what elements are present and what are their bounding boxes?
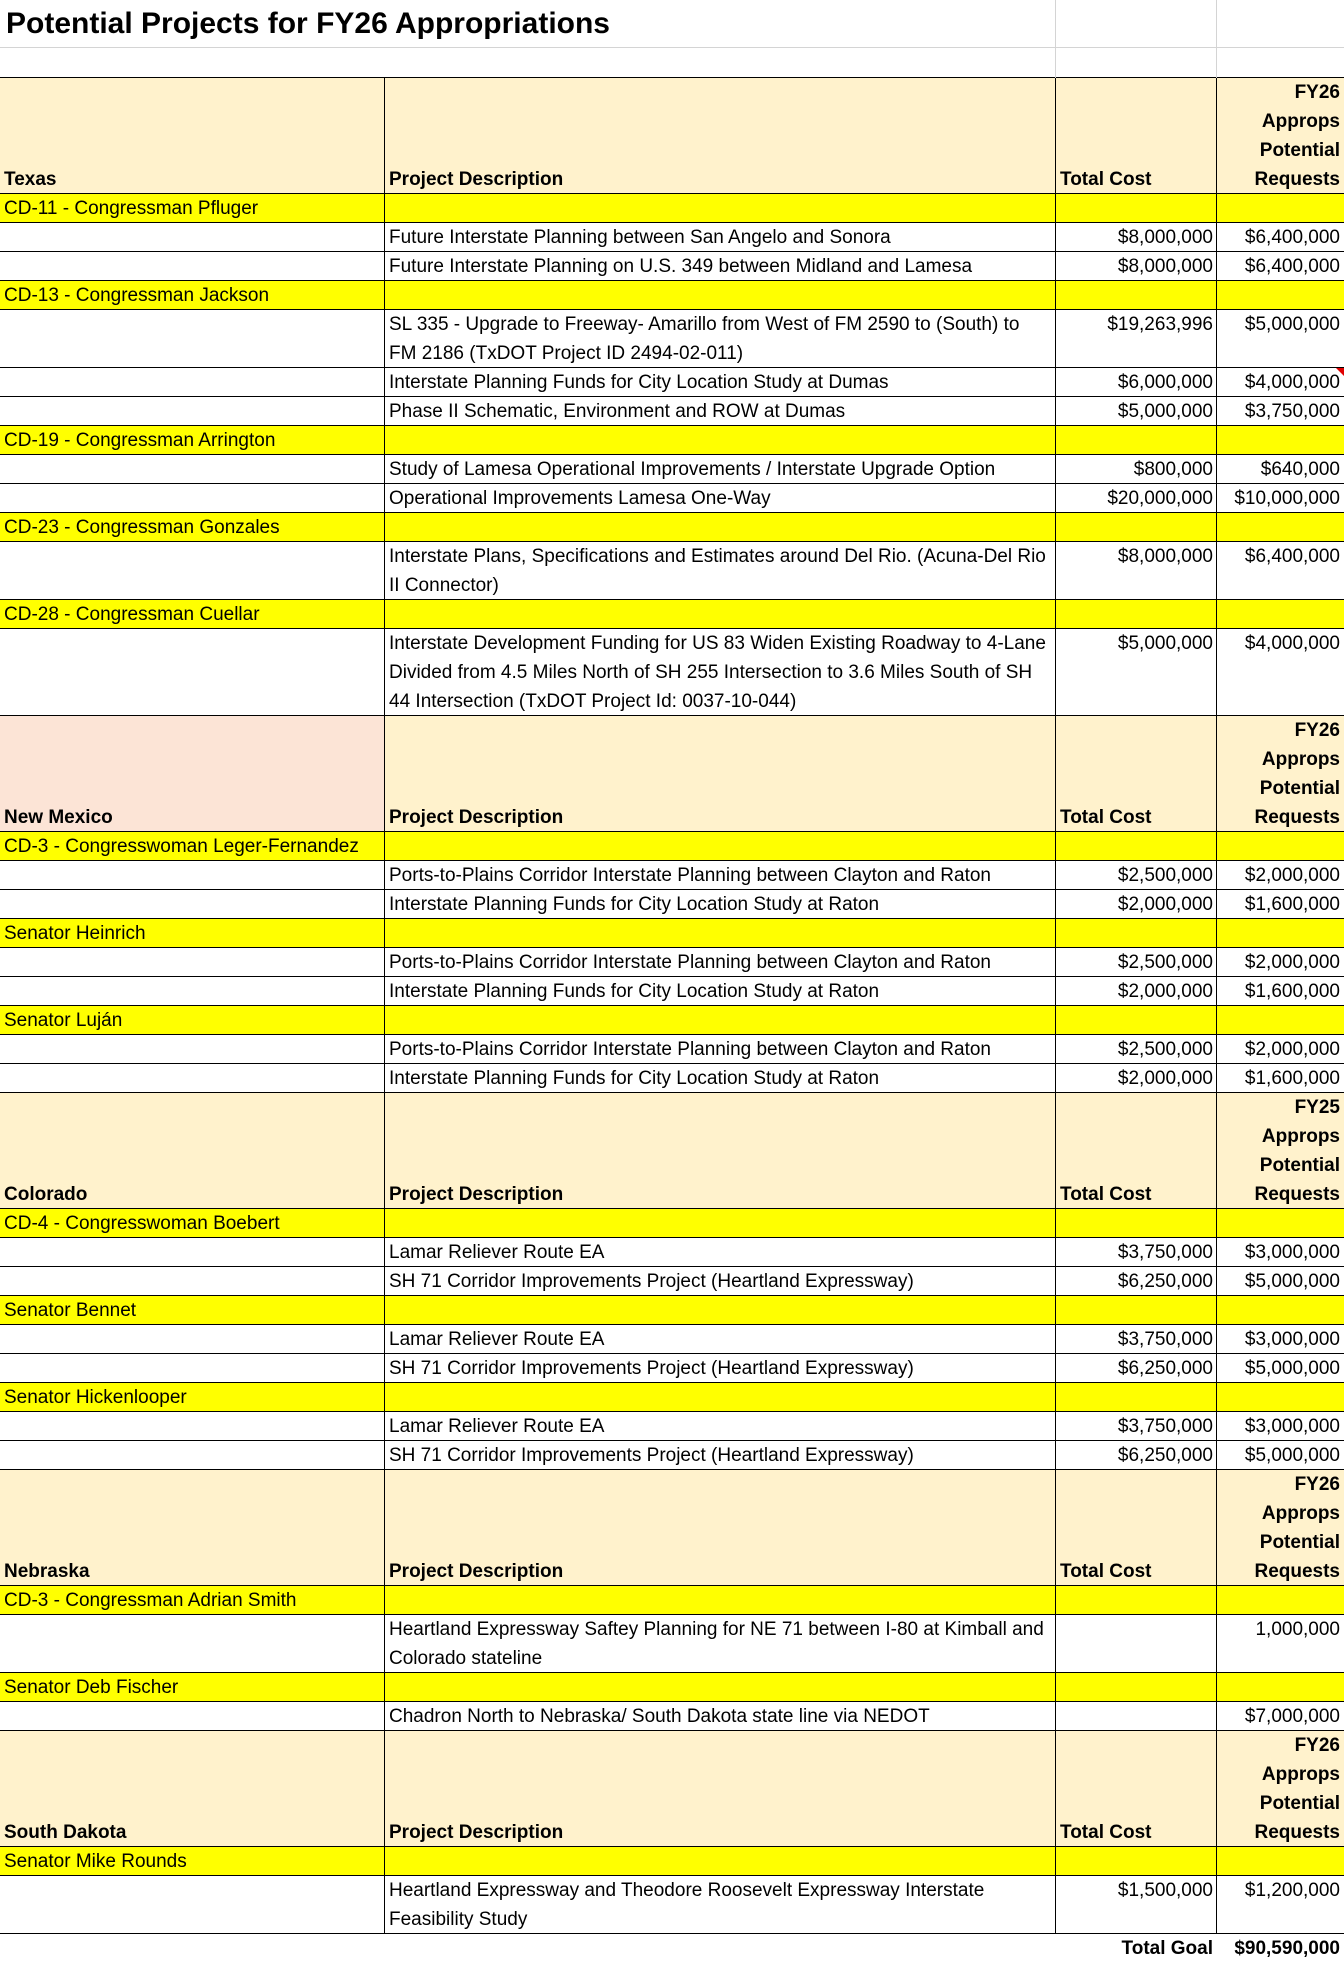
member-row-blank — [1056, 1209, 1217, 1238]
state-header-south_dakota — [0, 1731, 385, 1847]
request-value: $10,000,000 — [1234, 488, 1340, 509]
request-value: $2,000,000 — [1244, 952, 1340, 973]
total-cost-value: $800,000 — [1133, 459, 1213, 480]
requests-header-line: Approps — [1261, 111, 1340, 132]
blank-cell — [0, 368, 385, 397]
member-row-blank — [1056, 513, 1217, 542]
member-row-blank — [385, 1847, 1056, 1876]
requests-header-line: Requests — [1254, 1184, 1340, 1205]
blank-cell — [0, 861, 385, 890]
request-value: $6,400,000 — [1244, 227, 1340, 248]
comment-indicator-icon[interactable] — [1336, 368, 1344, 376]
total-cost-label: Total Cost — [1060, 1822, 1152, 1843]
requests-header-line: Approps — [1261, 1764, 1340, 1785]
grid-line — [0, 483, 1344, 484]
state-header-texas — [0, 78, 385, 194]
total-cost-value: $6,250,000 — [1117, 1271, 1213, 1292]
member-row-blank — [1217, 919, 1344, 948]
requests-header-line: FY25 — [1294, 1097, 1340, 1118]
project-description: SH 71 Corridor Improvements Project (Heartland Expressway) — [389, 1358, 914, 1379]
grid-line — [0, 1063, 1344, 1064]
project-description: SH 71 Corridor Improvements Project (Heartland Expressway) — [389, 1445, 914, 1466]
project-description: Phase II Schematic, Environment and ROW at Dumas — [389, 401, 846, 422]
member-row-blank — [1217, 1847, 1344, 1876]
total-cost-label: Total Cost — [1060, 1184, 1152, 1205]
project-description: Heartland Expressway Saftey Planning for NE 71 between I-80 at Kimball and Colorado stateline — [389, 1619, 1044, 1669]
blank-cell — [0, 455, 385, 484]
member-row-blank — [1056, 1847, 1217, 1876]
header-project-description — [385, 1731, 1056, 1847]
state-header-colorado — [0, 1093, 385, 1209]
blank-cell — [0, 1615, 385, 1673]
column-divider — [1216, 0, 1217, 78]
blank-cell — [0, 1354, 385, 1383]
member-row-blank — [1056, 1296, 1217, 1325]
state-name: New Mexico — [4, 807, 113, 828]
requests-header-line: Potential — [1259, 140, 1340, 161]
blank-cell — [0, 629, 385, 716]
member-name: CD-3 - Congresswoman Leger-Fernandez — [0, 832, 385, 861]
grid-line — [0, 1034, 1344, 1035]
grid-line — [0, 367, 1344, 368]
state-name: South Dakota — [4, 1822, 127, 1843]
blank-cell — [0, 1325, 385, 1354]
grid-line — [0, 1266, 1344, 1267]
blank-cell — [0, 890, 385, 919]
project-description: Interstate Plans, Specifications and Estimates around Del Rio. (Acuna-Del Rio II Connector) — [389, 546, 1046, 596]
header-requests — [1217, 1731, 1344, 1847]
member-row-blank — [1217, 1296, 1344, 1325]
grid-line — [0, 599, 1344, 600]
member-row-blank — [1056, 1006, 1217, 1035]
request-value: $4,000,000 — [1244, 633, 1340, 654]
grid-line — [0, 396, 1344, 397]
grid-line — [0, 222, 1344, 223]
member-row-blank — [385, 1586, 1056, 1615]
total-cost-value: $2,000,000 — [1117, 981, 1213, 1002]
header-requests — [1217, 78, 1344, 194]
member-name: CD-11 - Congressman Pfluger — [0, 194, 385, 223]
total-cost-value: $5,000,000 — [1117, 401, 1213, 422]
total-cost-value: $2,500,000 — [1117, 952, 1213, 973]
column-divider — [384, 78, 385, 1934]
member-name: CD-19 - Congressman Arrington — [0, 426, 385, 455]
grid-line — [0, 541, 1344, 542]
member-row-blank — [1056, 281, 1217, 310]
header-total-cost — [1056, 1470, 1217, 1586]
grid-line — [0, 1469, 1344, 1470]
member-row-blank — [385, 1209, 1056, 1238]
request-value: $5,000,000 — [1244, 1358, 1340, 1379]
member-row-blank — [1217, 1383, 1344, 1412]
grid-line — [0, 1701, 1344, 1702]
project-description: Future Interstate Planning on U.S. 349 between Midland and Lamesa — [389, 256, 973, 277]
request-value: $1,600,000 — [1244, 1068, 1340, 1089]
total-goal-label: Total Goal — [1121, 1938, 1213, 1959]
total-cost-value: $8,000,000 — [1117, 546, 1213, 567]
member-row-blank — [1217, 1209, 1344, 1238]
grid-line — [0, 1440, 1344, 1441]
grid-line — [0, 947, 1344, 948]
requests-header-line: Potential — [1259, 1155, 1340, 1176]
member-row-blank — [1217, 194, 1344, 223]
project-description-label: Project Description — [389, 1561, 564, 1582]
blank-cell — [0, 1035, 385, 1064]
project-description: Lamar Reliever Route EA — [389, 1242, 605, 1263]
project-description: Interstate Planning Funds for City Location Study at Raton — [389, 981, 880, 1002]
member-name: CD-28 - Congressman Cuellar — [0, 600, 385, 629]
grid-line — [0, 454, 1344, 455]
project-description: Interstate Planning Funds for City Location Study at Raton — [389, 894, 880, 915]
blank-cell — [0, 1267, 385, 1296]
project-description: Future Interstate Planning between San Angelo and Sonora — [389, 227, 891, 248]
requests-header-line: Approps — [1261, 1503, 1340, 1524]
member-row-blank — [385, 1296, 1056, 1325]
grid-line — [0, 918, 1344, 919]
project-description: Lamar Reliever Route EA — [389, 1416, 605, 1437]
member-row-blank — [1217, 513, 1344, 542]
total-cost-value: $19,263,996 — [1107, 314, 1213, 335]
grid-line — [0, 425, 1344, 426]
project-description: SH 71 Corridor Improvements Project (Heartland Expressway) — [389, 1271, 914, 1292]
project-description: Chadron North to Nebraska/ South Dakota state line via NEDOT — [389, 1706, 930, 1727]
request-value: $2,000,000 — [1244, 1039, 1340, 1060]
grid-line — [0, 1237, 1344, 1238]
blank-cell — [0, 252, 385, 281]
total-cost-value: $2,000,000 — [1117, 1068, 1213, 1089]
member-row-blank — [1056, 832, 1217, 861]
request-value: $3,000,000 — [1244, 1242, 1340, 1263]
grid-line — [0, 280, 1344, 281]
member-row-blank — [1056, 1586, 1217, 1615]
project-description: Interstate Planning Funds for City Location Study at Raton — [389, 1068, 880, 1089]
request-value: $6,400,000 — [1244, 546, 1340, 567]
total-cost-value: $8,000,000 — [1117, 256, 1213, 277]
requests-header-line: Requests — [1254, 1822, 1340, 1843]
grid-line — [0, 251, 1344, 252]
project-description-label: Project Description — [389, 807, 564, 828]
request-value: $6,400,000 — [1244, 256, 1340, 277]
member-row-blank — [1056, 1383, 1217, 1412]
total-cost-value: $6,250,000 — [1117, 1358, 1213, 1379]
grid-line — [0, 512, 1344, 513]
requests-header-line: Potential — [1259, 1532, 1340, 1553]
grid-line — [0, 1324, 1344, 1325]
grid-line — [0, 309, 1344, 310]
grid-line — [0, 77, 1344, 78]
header-requests — [1217, 716, 1344, 832]
project-description: Heartland Expressway and Theodore Roosevelt Expressway Interstate Feasibility Study — [389, 1880, 985, 1930]
grid-line — [0, 1005, 1344, 1006]
grid-line — [0, 889, 1344, 890]
request-value: $7,000,000 — [1244, 1706, 1340, 1727]
member-name: Senator Heinrich — [0, 919, 385, 948]
project-description: Ports-to-Plains Corridor Interstate Planning between Clayton and Raton — [389, 865, 991, 886]
request-value: $2,000,000 — [1244, 865, 1340, 886]
blank-cell — [0, 542, 385, 600]
blank-cell — [0, 1238, 385, 1267]
member-name: CD-13 - Congressman Jackson — [0, 281, 385, 310]
header-requests — [1217, 1470, 1344, 1586]
blank-cell — [0, 1441, 385, 1470]
total-cost-value: $8,000,000 — [1117, 227, 1213, 248]
header-total-cost — [1056, 78, 1217, 194]
blank-cell — [0, 1876, 385, 1934]
grid-line — [0, 1295, 1344, 1296]
total-cost-value: $6,000,000 — [1117, 372, 1213, 393]
member-row-blank — [1056, 600, 1217, 629]
header-project-description — [385, 78, 1056, 194]
state-name: Texas — [4, 169, 57, 190]
member-name: Senator Deb Fischer — [0, 1673, 385, 1702]
total-cost-label: Total Cost — [1060, 169, 1152, 190]
member-name: CD-23 - Congressman Gonzales — [0, 513, 385, 542]
grid-line — [0, 831, 1344, 832]
total-cost-value: $3,750,000 — [1117, 1416, 1213, 1437]
grid-line — [0, 860, 1344, 861]
grid-line — [0, 47, 1344, 48]
total-cost-value: $2,000,000 — [1117, 894, 1213, 915]
grid-line — [0, 1382, 1344, 1383]
grid-line — [0, 1933, 1344, 1934]
blank-cell — [0, 1064, 385, 1093]
request-value: $1,600,000 — [1244, 894, 1340, 915]
total-cost-value: $5,000,000 — [1117, 633, 1213, 654]
grid-line — [0, 193, 1344, 194]
total-cost-value: $20,000,000 — [1107, 488, 1213, 509]
member-name: CD-4 - Congresswoman Boebert — [0, 1209, 385, 1238]
member-name: Senator Hickenlooper — [0, 1383, 385, 1412]
requests-header-line: Requests — [1254, 1561, 1340, 1582]
grid-line — [0, 628, 1344, 629]
requests-header-line: FY26 — [1294, 82, 1340, 103]
grid-line — [0, 1846, 1344, 1847]
request-value: $1,600,000 — [1244, 981, 1340, 1002]
total-cost-value: $3,750,000 — [1117, 1329, 1213, 1350]
member-row-blank — [1217, 832, 1344, 861]
requests-header-line: Approps — [1261, 749, 1340, 770]
header-project-description — [385, 1093, 1056, 1209]
header-total-cost — [1056, 1731, 1217, 1847]
member-row-blank — [385, 194, 1056, 223]
header-project-description — [385, 1470, 1056, 1586]
project-description-label: Project Description — [389, 169, 564, 190]
member-row-blank — [1217, 1673, 1344, 1702]
project-description: Ports-to-Plains Corridor Interstate Planning between Clayton and Raton — [389, 952, 991, 973]
member-row-blank — [385, 600, 1056, 629]
request-value: $3,000,000 — [1244, 1329, 1340, 1350]
request-value: $3,000,000 — [1244, 1416, 1340, 1437]
blank-cell — [0, 397, 385, 426]
member-row-blank — [1217, 1586, 1344, 1615]
member-row-blank — [385, 426, 1056, 455]
member-row-blank — [385, 832, 1056, 861]
project-description: Operational Improvements Lamesa One-Way — [389, 488, 771, 509]
project-description-label: Project Description — [389, 1822, 564, 1843]
requests-header-line: Requests — [1254, 169, 1340, 190]
state-name: Nebraska — [4, 1561, 90, 1582]
column-divider — [1216, 78, 1217, 1934]
requests-header-line: Potential — [1259, 778, 1340, 799]
requests-header-line: FY26 — [1294, 720, 1340, 741]
total-cost-value — [1056, 1615, 1217, 1673]
blank-cell — [0, 977, 385, 1006]
member-row-blank — [1056, 1673, 1217, 1702]
project-description: Interstate Development Funding for US 83 Widen Existing Roadway to 4-Lane Divided from 4.5 Miles North of SH 255 Intersection to 3.6 Miles South of SH 44 Intersection (TxDOT Project Id: 0037-10-044) — [389, 633, 1046, 712]
grid-line — [0, 1875, 1344, 1876]
total-cost-value: $3,750,000 — [1117, 1242, 1213, 1263]
blank-cell — [0, 948, 385, 977]
member-row-blank — [385, 919, 1056, 948]
requests-header-line: Potential — [1259, 1793, 1340, 1814]
grid-line — [0, 1092, 1344, 1093]
member-name: Senator Bennet — [0, 1296, 385, 1325]
request-value: $5,000,000 — [1244, 1271, 1340, 1292]
member-name: Senator Mike Rounds — [0, 1847, 385, 1876]
project-description: Ports-to-Plains Corridor Interstate Planning between Clayton and Raton — [389, 1039, 991, 1060]
header-project-description — [385, 716, 1056, 832]
request-value: $3,750,000 — [1244, 401, 1340, 422]
grid-line — [0, 715, 1344, 716]
blank-cell — [0, 1412, 385, 1441]
member-row-blank — [1056, 919, 1217, 948]
project-description-label: Project Description — [389, 1184, 564, 1205]
member-row-blank — [385, 513, 1056, 542]
request-value: $5,000,000 — [1244, 314, 1340, 335]
request-value: $5,000,000 — [1244, 1445, 1340, 1466]
total-cost-value: $2,500,000 — [1117, 1039, 1213, 1060]
request-value: $640,000 — [1260, 459, 1340, 480]
grid-line — [0, 1208, 1344, 1209]
request-value: $4,000,000 — [1244, 372, 1340, 393]
state-header-nebraska — [0, 1470, 385, 1586]
grid-line — [0, 1585, 1344, 1586]
member-row-blank — [385, 281, 1056, 310]
project-description: Interstate Planning Funds for City Location Study at Dumas — [389, 372, 889, 393]
member-name: CD-3 - Congressman Adrian Smith — [0, 1586, 385, 1615]
requests-header-line: Approps — [1261, 1126, 1340, 1147]
total-cost-label: Total Cost — [1060, 807, 1152, 828]
member-row-blank — [385, 1006, 1056, 1035]
request-value: $1,200,000 — [1244, 1880, 1340, 1901]
member-row-blank — [385, 1383, 1056, 1412]
member-row-blank — [1217, 426, 1344, 455]
member-row-blank — [1217, 600, 1344, 629]
state-name: Colorado — [4, 1184, 88, 1205]
page-title: Potential Projects for FY26 Appropriations — [6, 7, 610, 40]
blank-cell — [0, 484, 385, 513]
header-total-cost — [1056, 716, 1217, 832]
grid-line — [0, 1730, 1344, 1731]
total-cost-value: $6,250,000 — [1117, 1445, 1213, 1466]
column-divider — [1055, 78, 1056, 1934]
member-name: Senator Luján — [0, 1006, 385, 1035]
total-cost-value: $1,500,000 — [1117, 1880, 1213, 1901]
requests-header-line: FY26 — [1294, 1474, 1340, 1495]
header-requests — [1217, 1093, 1344, 1209]
grid-line — [0, 1353, 1344, 1354]
header-total-cost — [1056, 1093, 1217, 1209]
requests-header-line: FY26 — [1294, 1735, 1340, 1756]
grid-line — [0, 976, 1344, 977]
project-description: Study of Lamesa Operational Improvements / Interstate Upgrade Option — [389, 459, 996, 480]
blank-cell — [0, 310, 385, 368]
member-row-blank — [385, 1673, 1056, 1702]
grid-line — [0, 1614, 1344, 1615]
blank-cell — [0, 1702, 385, 1731]
member-row-blank — [1217, 281, 1344, 310]
column-divider — [1055, 0, 1056, 78]
requests-header-line: Requests — [1254, 807, 1340, 828]
total-cost-value: $2,500,000 — [1117, 865, 1213, 886]
grid-line — [0, 1672, 1344, 1673]
total-cost-value — [1056, 1702, 1217, 1731]
project-description: SL 335 - Upgrade to Freeway- Amarillo from West of FM 2590 to (South) to FM 2186 (TxDOT Project ID 2494-02-011) — [389, 314, 1020, 364]
total-goal-value: $90,590,000 — [1234, 1938, 1340, 1959]
project-description: Lamar Reliever Route EA — [389, 1329, 605, 1350]
state-header-new_mexico — [0, 716, 385, 832]
request-value: 1,000,000 — [1255, 1619, 1340, 1640]
blank-cell — [0, 223, 385, 252]
member-row-blank — [1217, 1006, 1344, 1035]
member-row-blank — [1056, 426, 1217, 455]
member-row-blank — [1056, 194, 1217, 223]
total-cost-label: Total Cost — [1060, 1561, 1152, 1582]
grid-line — [0, 1411, 1344, 1412]
